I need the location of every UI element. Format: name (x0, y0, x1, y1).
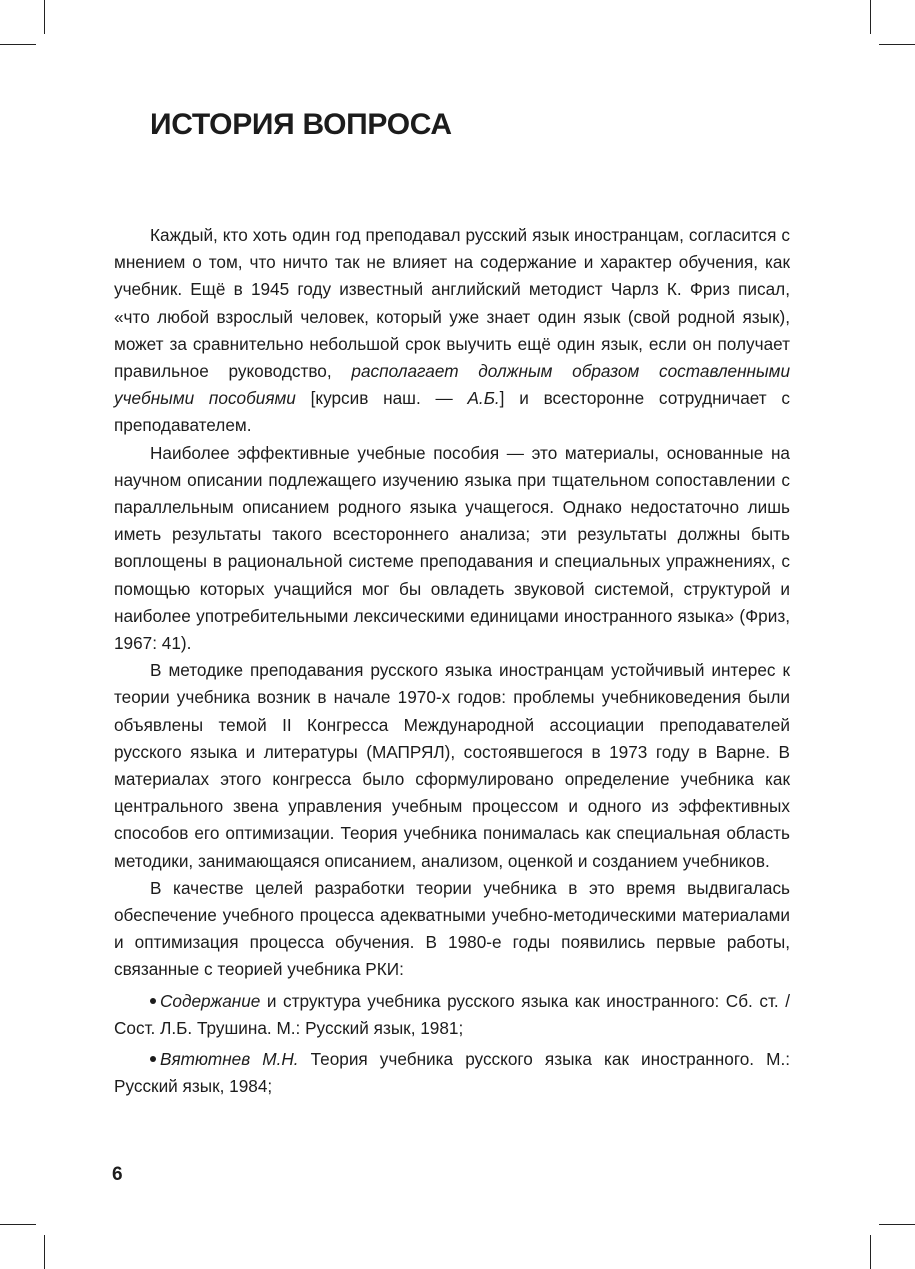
body-text (114, 222, 790, 1101)
crop-mark-bottom-right (879, 1224, 915, 1225)
bullet-item-italic: Содержание (160, 990, 261, 1011)
paragraph-3: В методике преподавания русского языка иностранцам устойчивый интерес к теории учебника возник в начале 1970-х годов: проблемы учебниковедения были объявлены темой II Конгресса Международной ассоциации преподавателей русского языка и литературы (МАПРЯЛ), состоявшегося в 1973 году в Варне. В материалах этого конгресса было сформулировано определение учебника как центрального звена управления учебным процессом и одного из эффективных способов его оптимизации. Теория учебника понималась как специальная область методики, занимающаяся описанием, анализом, оценкой и созданием учебников. (114, 660, 790, 871)
bullet-item (114, 1046, 790, 1100)
crop-mark-bottom-right (870, 1235, 871, 1269)
bullet-dot-icon (150, 1056, 156, 1062)
paragraph-1-note-close: ] и всесторонне сотрудничает с преподавателем. (114, 388, 790, 436)
paragraph-4: В качестве целей разработки теории учебника в это время выдвигалась обеспечение учебного процесса адекватными учебно-методическими материалами и оптимизация процесса обучения. В 1980-е годы появились первые работы, связанные с теорией учебника РКИ: (114, 877, 790, 980)
paragraph-1-author-initials: А.Б. (467, 388, 500, 409)
crop-mark-top-right (879, 44, 915, 45)
paragraph-1 (114, 222, 790, 440)
bullet-item-italic: Вятютнев М.Н. (160, 1049, 299, 1070)
bullet-item-text: Теория учебника русского языка как иностранного. М.: Русский язык, 1984; (114, 1049, 790, 1097)
bullet-item (114, 988, 790, 1042)
crop-mark-top-left (0, 44, 36, 45)
crop-mark-top-left (44, 0, 45, 34)
crop-mark-bottom-left (0, 1224, 36, 1225)
paragraph-2: Наиболее эффективные учебные пособия — это материалы, основанные на научном описании подлежащего изучению языка при тщательном сопоставлении с параллельным описанием родного языка учащегося. Однако недостаточно лишь иметь результаты такого всестороннего анализа; эти результаты должны быть воплощены в рациональной системе преподавания и специальных упражнениях, с помощью которых учащийся мог бы овладеть звуковой системой, структурой и наиболее употребительными лексическими единицами иностранного языка» (Фриз, 1967: 41). (114, 442, 790, 654)
paragraph-1-note-open: [курсив наш. — (295, 388, 468, 409)
crop-mark-top-right (870, 0, 871, 34)
crop-mark-bottom-left (44, 1235, 45, 1269)
section-heading: ИСТОРИЯ ВОПРОСА (150, 108, 452, 141)
paragraph-1-italic-quote: располагает должным образом составленными учебными пособиями (114, 361, 791, 409)
page-number: 6 (112, 1164, 123, 1185)
bullet-dot-icon (150, 998, 156, 1004)
paragraph-1-text: Каждый, кто хоть один год преподавал русский язык иностранцам, согласится с мнением о том, что ничто так не влияет на содержание и характер обучения, как учебник. Ещё в 1945 году известный английский методист Чарлз К. Фриз писал, «что любой взрослый человек, который уже знает один язык (свой родной язык), может за сравнительно небольшой срок выучить ещё один язык, если он получает правильное руководство, (114, 225, 790, 382)
bullet-item-text: и структура учебника русского языка как иностранного: Сб. ст. / Сост. Л.Б. Трушина. М.: Русский язык, 1981; (114, 990, 790, 1038)
